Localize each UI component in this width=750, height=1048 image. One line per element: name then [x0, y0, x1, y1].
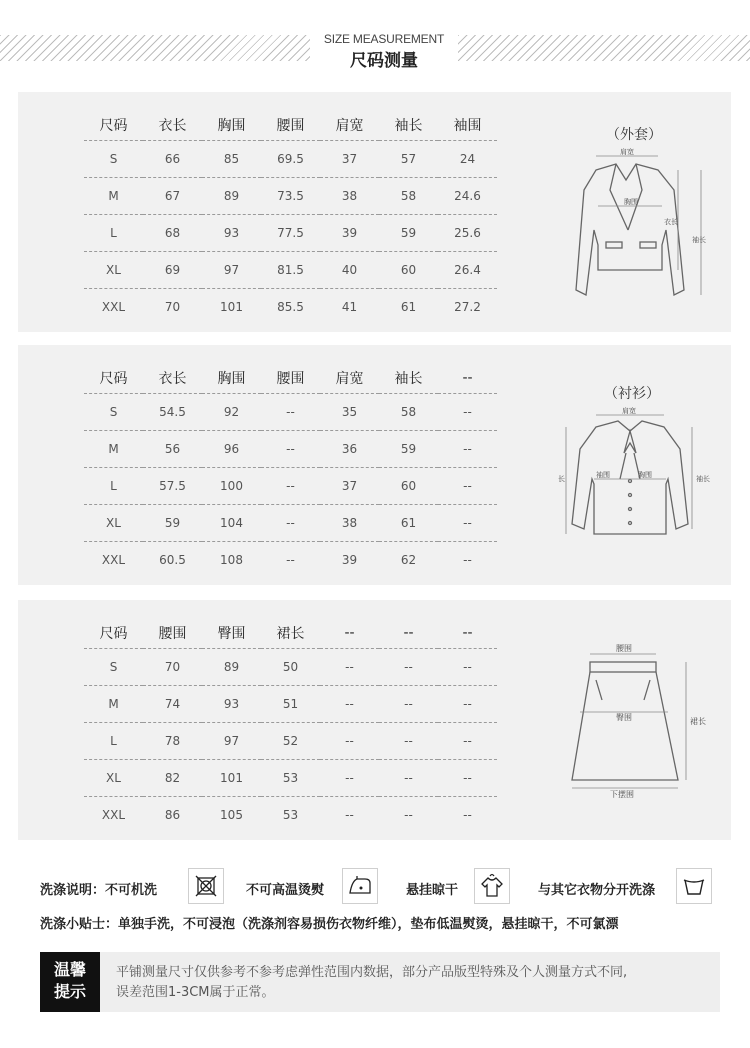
coat-cell: 40 [320, 252, 379, 289]
skirt-header-cell: -- [438, 618, 497, 649]
shirt-cell: 108 [220, 553, 243, 567]
notice-tag-line1: 温馨 [53, 960, 86, 979]
coat-cell: 61 [400, 300, 417, 314]
skirt-cell: 93 [202, 686, 261, 723]
coat-cell: 69 [143, 252, 202, 289]
shirt-cell: 57.5 [143, 468, 202, 505]
coat-cell: 67 [143, 178, 202, 215]
notice-line2: 误差范围1-3CM属于正常。 [116, 985, 275, 1000]
skirt-cell: XXL [101, 808, 126, 822]
coat-cell: 26.4 [438, 252, 497, 289]
skirt-cell: -- [438, 760, 497, 797]
skirt-header-cell: 臀围 [202, 618, 261, 649]
shirt-size-table [84, 363, 497, 578]
skirt-cell: XL [84, 760, 143, 797]
wash-tips: 洗涤小贴士：单独手洗，不可浸泡（洗涤剂容易损伤衣物纤维），垫布低温熨烫，悬挂晾干，不可氯漂 [40, 917, 619, 932]
shirt-header-row [84, 363, 497, 394]
shirt-cell: 60.5 [159, 553, 186, 567]
coat-cell: 85.5 [277, 300, 304, 314]
coat-cell: 70 [164, 300, 181, 314]
shirt-cell: 104 [202, 505, 261, 542]
shirt-cell: 60 [379, 468, 438, 505]
table-row [84, 723, 497, 760]
coat-header-cell: 尺码 [84, 110, 143, 141]
coat-cell: 93 [202, 215, 261, 252]
coat-cell: 81.5 [261, 252, 320, 289]
skirt-cell: -- [404, 808, 413, 822]
care-label-wash-separately: 与其它衣物分开洗涤 [538, 883, 656, 898]
care-label-no-machine-wash: 洗涤说明：不可机洗 [40, 883, 158, 898]
coat-cell: 69.5 [261, 141, 320, 178]
coat-cell: 97 [202, 252, 261, 289]
coat-cell: 59 [379, 215, 438, 252]
skirt-cell: 50 [261, 649, 320, 686]
care-instructions [40, 866, 720, 906]
coat-header-cell: 袖长 [379, 110, 438, 141]
shirt-cell: 35 [320, 394, 379, 431]
shirt-cell: 62 [400, 553, 417, 567]
shirt-cell: 96 [202, 431, 261, 468]
skirt-size-table [84, 618, 497, 833]
shirt-cell: L [84, 468, 143, 505]
skirt-cell: 82 [143, 760, 202, 797]
coat-header-cell: 胸围 [202, 110, 261, 141]
skirt-cell: -- [320, 686, 379, 723]
care-label-no-high-heat: 不可高温烫熨 [246, 883, 325, 898]
skirt-cell: S [84, 649, 143, 686]
notice-tag [40, 952, 100, 1012]
coat-cell: 39 [320, 215, 379, 252]
shirt-header-cell: 衣长 [143, 363, 202, 394]
hang-dry-icon [474, 868, 510, 904]
skirt-cell: 70 [143, 649, 202, 686]
shirt-cell: 59 [143, 505, 202, 542]
skirt-length-label: 裙长 [690, 717, 706, 726]
table-row [84, 394, 497, 431]
skirt-cell: -- [438, 649, 497, 686]
shirt-cell: -- [438, 468, 497, 505]
coat-header-cell: 腰围 [261, 110, 320, 141]
skirt-cell: -- [463, 808, 472, 822]
table-row [84, 649, 497, 686]
shirt-header-cell: 肩宽 [320, 363, 379, 394]
coat-cell: 101 [220, 300, 243, 314]
skirt-header-cell: -- [320, 618, 379, 649]
shirt-cell: 92 [202, 394, 261, 431]
notice-box [40, 952, 720, 1012]
table-row [84, 215, 497, 252]
skirt-cell: M [84, 686, 143, 723]
coat-header-cell: 袖围 [438, 110, 497, 141]
shirt-cell: -- [261, 394, 320, 431]
coat-header-cell: 肩宽 [320, 110, 379, 141]
skirt-cell: L [84, 723, 143, 760]
shirt-cell: 39 [341, 553, 358, 567]
shirt-cell: 61 [379, 505, 438, 542]
coat-cell: 57 [379, 141, 438, 178]
shirt-cell: M [84, 431, 143, 468]
coat-cell: 24 [438, 141, 497, 178]
coat-cell: 24.6 [438, 178, 497, 215]
care-label-hang-dry: 悬挂晾干 [406, 883, 459, 898]
coat-label: （外套） [606, 127, 662, 143]
skirt-cell: -- [320, 649, 379, 686]
shirt-diagram [546, 409, 716, 549]
coat-cell: 89 [202, 178, 261, 215]
skirt-cell: 51 [261, 686, 320, 723]
shirt-chest-label: 胸围 [638, 471, 652, 479]
shirt-header-cell: 袖长 [379, 363, 438, 394]
table-row [84, 505, 497, 542]
coat-cell: 37 [320, 141, 379, 178]
table-row [84, 431, 497, 468]
wash-separately-icon [676, 868, 712, 904]
coat-cell: 68 [143, 215, 202, 252]
coat-chest-label: 胸围 [624, 198, 638, 206]
shirt-cell: 59 [379, 431, 438, 468]
coat-cell: 25.6 [438, 215, 497, 252]
skirt-header-row [84, 618, 497, 649]
coat-cell: 66 [143, 141, 202, 178]
coat-size-table [84, 110, 497, 325]
shirt-sleeve-label: 袖长 [696, 475, 710, 483]
skirt-cell: -- [379, 686, 438, 723]
page-header [0, 28, 750, 71]
coat-cell: S [84, 141, 143, 178]
skirt-cell: 52 [261, 723, 320, 760]
skirt-header-cell: -- [379, 618, 438, 649]
shirt-cell: 37 [320, 468, 379, 505]
coat-diagram [536, 150, 726, 325]
coat-cell: L [84, 215, 143, 252]
skirt-cell: -- [379, 649, 438, 686]
notice-line1: 平铺测量尺寸仅供参考不参考虑弹性范围内数据，部分产品版型特殊及个人测量方式不同, [116, 965, 628, 980]
skirt-cell: -- [379, 760, 438, 797]
skirt-cell: -- [320, 723, 379, 760]
shirt-shoulder-label: 肩宽 [622, 407, 636, 415]
no-high-heat-iron-icon [342, 868, 378, 904]
shirt-cell: S [84, 394, 143, 431]
skirt-cell: -- [379, 723, 438, 760]
notice-text [116, 963, 706, 1003]
table-row [84, 542, 497, 579]
skirt-header-cell: 腰围 [143, 618, 202, 649]
coat-cell: M [84, 178, 143, 215]
shirt-cell: 58 [379, 394, 438, 431]
no-machine-wash-icon [188, 868, 224, 904]
shirt-header-cell: 尺码 [84, 363, 143, 394]
table-row [84, 141, 497, 178]
shirt-cell: 100 [202, 468, 261, 505]
coat-cell: 77.5 [261, 215, 320, 252]
header-hatch-left [0, 35, 310, 61]
skirt-diagram [554, 640, 704, 800]
skirt-cell: -- [438, 686, 497, 723]
skirt-cell: 101 [202, 760, 261, 797]
shirt-cell: -- [261, 505, 320, 542]
shirt-cell: 36 [320, 431, 379, 468]
skirt-waist-label: 腰围 [616, 644, 632, 653]
skirt-header-cell: 尺码 [84, 618, 143, 649]
table-row [84, 252, 497, 289]
skirt-cell: 105 [220, 808, 243, 822]
skirt-cell: -- [438, 723, 497, 760]
shirt-header-cell: 胸围 [202, 363, 261, 394]
table-row [84, 760, 497, 797]
table-row [84, 289, 497, 326]
skirt-cell: -- [345, 808, 354, 822]
skirt-hem-label: 下摆围 [610, 790, 634, 799]
shirt-length-label: 长 [558, 475, 565, 483]
skirt-cell: 53 [261, 760, 320, 797]
shirt-header-cell: -- [438, 363, 497, 394]
skirt-cell: -- [320, 760, 379, 797]
skirt-cell: 97 [202, 723, 261, 760]
coat-header-cell: 衣长 [143, 110, 202, 141]
skirt-size-panel [18, 600, 731, 840]
shirt-label: （衬衫） [604, 386, 660, 402]
shirt-cell: 56 [143, 431, 202, 468]
shirt-cell: -- [438, 394, 497, 431]
header-title-cn: 尺码测量 [350, 51, 418, 71]
shirt-cell: -- [261, 468, 320, 505]
coat-cell: XL [84, 252, 143, 289]
coat-cell: 27.2 [454, 300, 481, 314]
coat-header-row [84, 110, 497, 141]
coat-cell: 85 [202, 141, 261, 178]
shirt-cell: -- [463, 553, 472, 567]
shirt-cell: -- [438, 431, 497, 468]
coat-cell: XXL [101, 300, 126, 314]
shirt-cell: -- [286, 553, 295, 567]
coat-length-label: 衣长 [664, 218, 678, 226]
shirt-header-cell: 腰围 [261, 363, 320, 394]
skirt-cell: 89 [202, 649, 261, 686]
coat-cell: 38 [320, 178, 379, 215]
skirt-cell: 78 [143, 723, 202, 760]
shirt-cell: 38 [320, 505, 379, 542]
skirt-header-cell: 裙长 [261, 618, 320, 649]
shirt-cell: -- [438, 505, 497, 542]
skirt-cell: 74 [143, 686, 202, 723]
skirt-cell: 53 [282, 808, 299, 822]
coat-cell: 58 [379, 178, 438, 215]
coat-cell: 60 [379, 252, 438, 289]
header-hatch-right [458, 35, 750, 61]
shirt-cell: XL [84, 505, 143, 542]
skirt-hip-label: 臀围 [616, 713, 632, 722]
coat-sleeve-label: 袖长 [692, 236, 706, 244]
shirt-cell: -- [261, 431, 320, 468]
notice-tag-line2: 提示 [53, 982, 86, 1001]
coat-cell: 41 [341, 300, 358, 314]
shirt-cell: 54.5 [143, 394, 202, 431]
table-row [84, 797, 497, 834]
coat-shoulder-label: 肩宽 [620, 148, 634, 156]
header-title-en: SIZE MEASUREMENT [323, 32, 445, 46]
table-row [84, 468, 497, 505]
shirt-size-panel [18, 345, 731, 585]
table-row [84, 178, 497, 215]
shirt-cell: XXL [101, 553, 126, 567]
shirt-waist-label: 袖围 [596, 471, 610, 479]
coat-size-panel [18, 92, 731, 332]
coat-cell: 73.5 [261, 178, 320, 215]
skirt-cell: 86 [164, 808, 181, 822]
table-row [84, 686, 497, 723]
